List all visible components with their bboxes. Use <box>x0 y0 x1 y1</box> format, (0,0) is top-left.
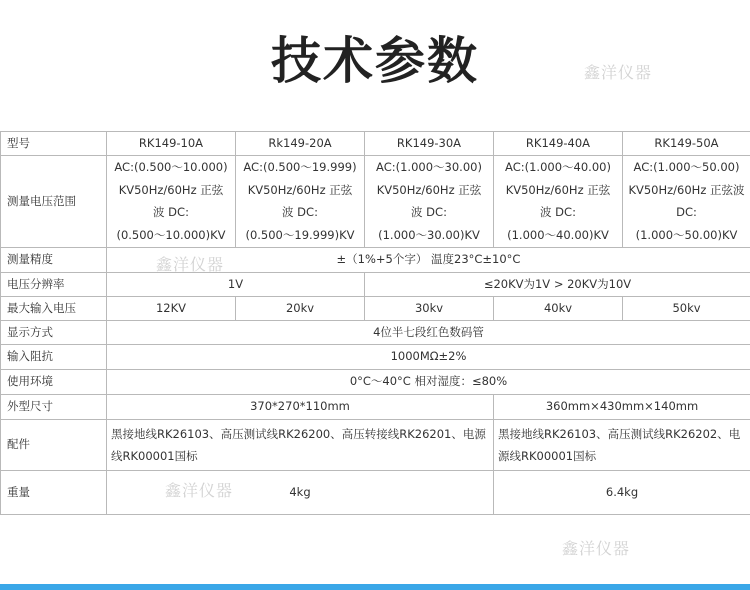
range-line: AC:(1.000～40.00) <box>505 160 611 174</box>
range-line: AC:(1.000～30.00) <box>376 160 482 174</box>
table-row <box>1 369 750 394</box>
resolution-value-b: ≤20KV为1V > 20KV为10V <box>365 272 750 296</box>
range-cell <box>107 155 236 247</box>
bottom-accent-bar <box>0 584 750 590</box>
range-line: KV50Hz/60Hz 正弦波 <box>628 182 745 197</box>
accuracy-label: 测量精度 <box>1 247 107 272</box>
range-cell <box>623 155 750 247</box>
dimensions-value-b: 360mm×430mm×140mm <box>494 394 750 419</box>
table-row <box>1 470 750 514</box>
max-input-cell: 12KV <box>107 296 236 320</box>
range-line: KV50Hz/60Hz 正弦 <box>247 182 353 197</box>
model-cell: RK149-30A <box>365 132 494 156</box>
weight-value-a: 4kg <box>107 470 494 514</box>
weight-value-b: 6.4kg <box>494 470 750 514</box>
model-cell: RK149-10A <box>107 132 236 156</box>
spec-table <box>0 131 750 515</box>
max-input-cell: 30kv <box>365 296 494 320</box>
environment-value: 0°C～40°C 相对湿度：≤80% <box>107 369 750 394</box>
accuracy-value: ±（1%+5个字） 温度23°C±10°C <box>107 247 750 272</box>
table-row <box>1 320 750 344</box>
table-row <box>1 132 750 156</box>
watermark: 鑫洋仪器 <box>156 255 225 274</box>
range-line: (1.000～30.00)KV <box>378 227 480 242</box>
max-input-label: 最大输入电压 <box>1 296 107 320</box>
impedance-value: 1000MΩ±2% <box>107 344 750 369</box>
range-line: (0.500～10.000)KV <box>116 227 226 242</box>
resolution-value-a: 1V <box>107 272 365 296</box>
accessories-label: 配件 <box>1 419 107 470</box>
range-line: AC:(0.500～19.999) <box>243 160 357 174</box>
table-row <box>1 296 750 320</box>
range-line: 波 DC: <box>153 205 189 219</box>
range-line: 波 DC: <box>540 205 576 219</box>
dimensions-label: 外型尺寸 <box>1 394 107 419</box>
table-row <box>1 394 750 419</box>
impedance-label: 输入阻抗 <box>1 344 107 369</box>
range-line: KV50Hz/60Hz 正弦 <box>376 182 482 197</box>
range-line: DC: <box>676 205 697 219</box>
table-row <box>1 272 750 296</box>
table-row <box>1 247 750 272</box>
resolution-label: 电压分辨率 <box>1 272 107 296</box>
range-line: KV50Hz/60Hz 正弦 <box>505 182 611 197</box>
range-line: (1.000～40.00)KV <box>507 227 609 242</box>
range-line: AC:(0.500～10.000) <box>114 160 228 174</box>
range-cell <box>236 155 365 247</box>
range-cell <box>494 155 623 247</box>
environment-label: 使用环境 <box>1 369 107 394</box>
watermark: 鑫洋仪器 <box>165 481 234 500</box>
model-cell: RK149-40A <box>494 132 623 156</box>
accessories-value-a: 黑接地线RK26103、高压测试线RK26200、高压转接线RK26201、电源线RK00001国标 <box>107 419 494 470</box>
range-label: 测量电压范围 <box>1 155 107 247</box>
range-line: (1.000～50.00)KV <box>635 227 738 242</box>
range-line: 波 DC: <box>411 205 447 219</box>
max-input-cell: 40kv <box>494 296 623 320</box>
watermark: 鑫洋仪器 <box>562 539 631 558</box>
table-row <box>1 419 750 470</box>
model-cell: RK149-50A <box>623 132 750 156</box>
range-line: 波 DC: <box>282 205 318 219</box>
page-title: 技术参数 <box>271 32 479 90</box>
table-row <box>1 344 750 369</box>
accessories-value-b: 黑接地线RK26103、高压测试线RK26202、电源线RK00001国标 <box>494 419 750 470</box>
max-input-cell: 50kv <box>623 296 750 320</box>
range-line: KV50Hz/60Hz 正弦 <box>118 182 224 197</box>
display-value: 4位半七段红色数码管 <box>107 320 750 344</box>
max-input-cell: 20kv <box>236 296 365 320</box>
range-cell <box>365 155 494 247</box>
dimensions-value-a: 370*270*110mm <box>107 394 494 419</box>
watermark: 鑫洋仪器 <box>584 63 653 82</box>
range-line: AC:(1.000～50.00) <box>633 160 740 174</box>
display-label: 显示方式 <box>1 320 107 344</box>
model-label: 型号 <box>1 132 107 156</box>
model-cell: Rk149-20A <box>236 132 365 156</box>
table-row <box>1 155 750 247</box>
range-line: (0.500～19.999)KV <box>245 227 355 242</box>
weight-label: 重量 <box>1 470 107 514</box>
